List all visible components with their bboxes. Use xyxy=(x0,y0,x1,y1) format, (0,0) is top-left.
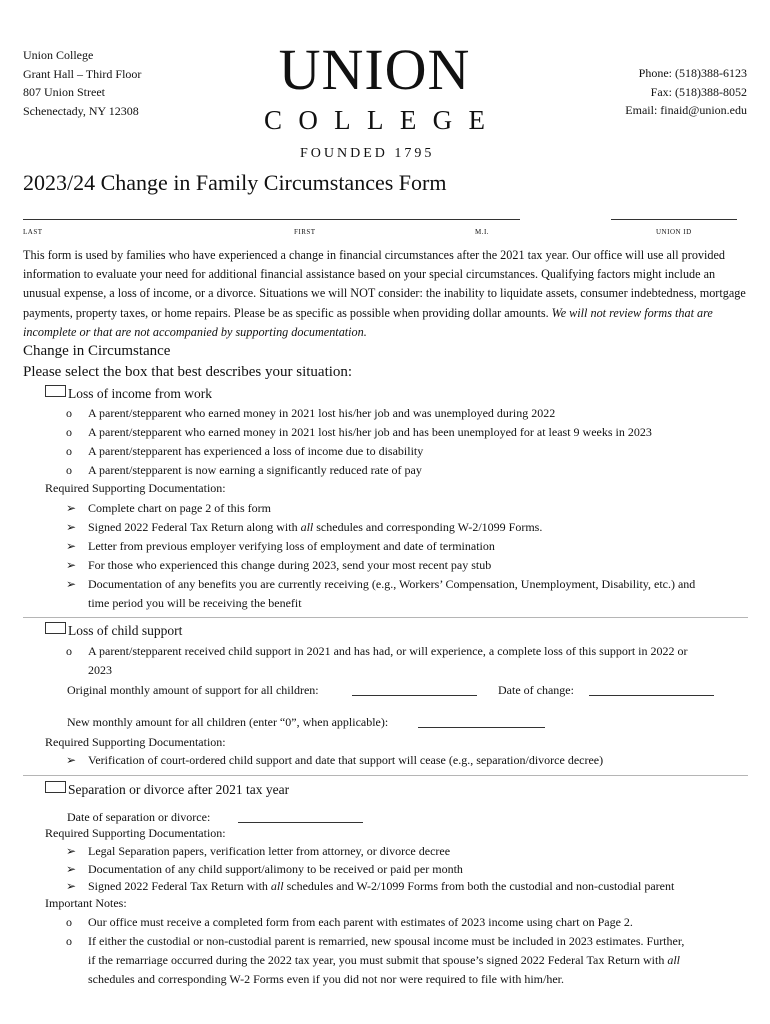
contact-info xyxy=(625,64,747,120)
new-amount-input[interactable] xyxy=(418,716,545,728)
fax: Fax: (518)388-8052 xyxy=(650,84,747,99)
list-item: ➢ Documentation of any benefits you are currently receiving (e.g., Workers’ Compensation, Unemployment, Disability, etc.) and xyxy=(66,577,696,591)
divider xyxy=(23,617,748,618)
notes-list xyxy=(66,913,684,989)
section-child-support: Loss of child support xyxy=(45,622,182,639)
email-link[interactable]: Email: finaid@union.edu xyxy=(625,103,747,117)
list-item: o Our office must receive a completed form from each parent with estimates of 2023 income using chart on Page 2. xyxy=(66,915,633,929)
list-item: if the remarriage occurred during the 2022 tax year, you must submit that spouse’s signed 2022 Federal Tax Return with all xyxy=(88,953,680,967)
date-change-label: Date of change: xyxy=(498,683,574,697)
checkbox-child-support[interactable] xyxy=(45,622,66,634)
required-docs-label: Required Supporting Documentation: xyxy=(45,826,226,840)
required-docs-label: Required Supporting Documentation: xyxy=(45,481,226,495)
list-item: 2023 xyxy=(88,663,112,677)
divider xyxy=(23,775,748,776)
form-title: 2023/24 Change in Family Circumstances Form xyxy=(23,170,447,195)
separation-date-label: Date of separation or divorce: xyxy=(67,810,211,824)
label-mi: M.I. xyxy=(475,228,490,236)
original-amount-input[interactable] xyxy=(352,684,477,696)
list-item: ➢ Signed 2022 Federal Tax Return along with all schedules and corresponding W-2/1099 Forms. xyxy=(66,520,543,534)
label-first: FIRST xyxy=(294,228,316,236)
phone: Phone: (518)388-6123 xyxy=(638,66,747,80)
address-line: Grant Hall – Third Floor xyxy=(23,66,142,81)
list-item: o If either the custodial or non-custodial parent is remarried, new spousal income must be included in 2023 estimates. Further, xyxy=(66,934,685,948)
logo-founded: FOUNDED 1795 xyxy=(300,146,435,161)
name-input-line[interactable] xyxy=(23,219,520,220)
list-item: ➢ Legal Separation papers, verification letter from attorney, or divorce decree xyxy=(66,844,451,858)
intro-paragraph: This form is used by families who have experienced a change in financial circumstances after the 2021 tax year. Our office will use all provided information to evaluate your need for additional financial assistance based on your special circumstances. Qualifying factors might include an unusual expense, a loss of income, or a divorce. Situations we will NOT consider: the inability to liquidate assets, consumer indebtedness, mortgage payments, property taxes, or home repairs. Please be as specific as possible when providing dollar amounts. We will not review forms that are incomplete or that are not accompanied by supporting documentation. xyxy=(23,248,746,339)
list-item: o A parent/stepparent has experienced a loss of income due to disability xyxy=(66,444,424,458)
checkbox-loss-income[interactable] xyxy=(45,385,66,397)
list-item: o A parent/stepparent received child support in 2021 and has had, or will experience, a complete loss of this support in 2022 or xyxy=(66,644,688,658)
logo-union: UNION xyxy=(278,37,471,102)
list-item: o A parent/stepparent who earned money in 2021 lost his/her job and has been unemployed for at least 9 weeks in 2023 xyxy=(66,425,652,439)
list-item: ➢ Letter from previous employer verifying loss of employment and date of termination xyxy=(66,539,495,553)
list-item: o A parent/stepparent who earned money in 2021 lost his/her job and was unemployed during 2022 xyxy=(66,406,556,420)
section-separation: Separation or divorce after 2021 tax year xyxy=(45,781,289,798)
list-item: ➢ For those who experienced this change during 2023, send your most recent pay stub xyxy=(66,558,492,572)
list-item: time period you will be receiving the benefit xyxy=(88,596,302,610)
address-line: Union College xyxy=(23,48,94,62)
option-list xyxy=(66,404,652,480)
list-item: ➢ Signed 2022 Federal Tax Return with all schedules and W-2/1099 Forms from both the custodial and non-custodial parent xyxy=(66,879,675,893)
label-last: LAST xyxy=(23,228,43,236)
list-item: ➢ Verification of court-ordered child support and date that support will cease (e.g., separation/divorce decree) xyxy=(66,753,604,767)
docs-list xyxy=(66,843,674,896)
list-item: ➢ Documentation of any child support/alimony to be received or paid per month xyxy=(66,861,463,876)
checkbox-separation[interactable] xyxy=(45,781,66,793)
union-id-input-line[interactable] xyxy=(611,219,737,220)
docs-list xyxy=(66,499,695,613)
separation-date-input[interactable] xyxy=(238,811,363,823)
new-amount-label: New monthly amount for all children (enter “0”, when applicable): xyxy=(67,715,389,729)
address-line: Schenectady, NY 12308 xyxy=(23,103,139,118)
required-docs-label: Required Supporting Documentation: xyxy=(45,735,226,749)
list-item: schedules and corresponding W-2 Forms even if you did not nor were required to file with him/her. xyxy=(88,972,565,986)
important-notes-label: Important Notes: xyxy=(45,896,127,910)
docs-list xyxy=(66,751,603,770)
list-item: o A parent/stepparent is now earning a significantly reduced rate of pay xyxy=(66,463,422,477)
option-list xyxy=(66,642,688,680)
section-loss-income: Loss of income from work xyxy=(45,385,212,402)
intro-italic: We will not review forms that are incomplete or that are not accompanied by supporting documentation. xyxy=(23,305,713,339)
address-line: 807 Union Street xyxy=(23,85,105,99)
list-item: ➢ Complete chart on page 2 of this form xyxy=(66,501,271,515)
logo-college: C O L L E G E xyxy=(264,105,485,135)
original-amount-label: Original monthly amount of support for all children: xyxy=(67,683,319,697)
select-heading: Please select the box that best describes your situation: xyxy=(23,364,353,380)
label-union-id: UNION ID xyxy=(656,228,692,236)
date-change-input[interactable] xyxy=(589,684,714,696)
college-address xyxy=(23,46,141,120)
change-heading: Change in Circumstance xyxy=(23,343,171,359)
